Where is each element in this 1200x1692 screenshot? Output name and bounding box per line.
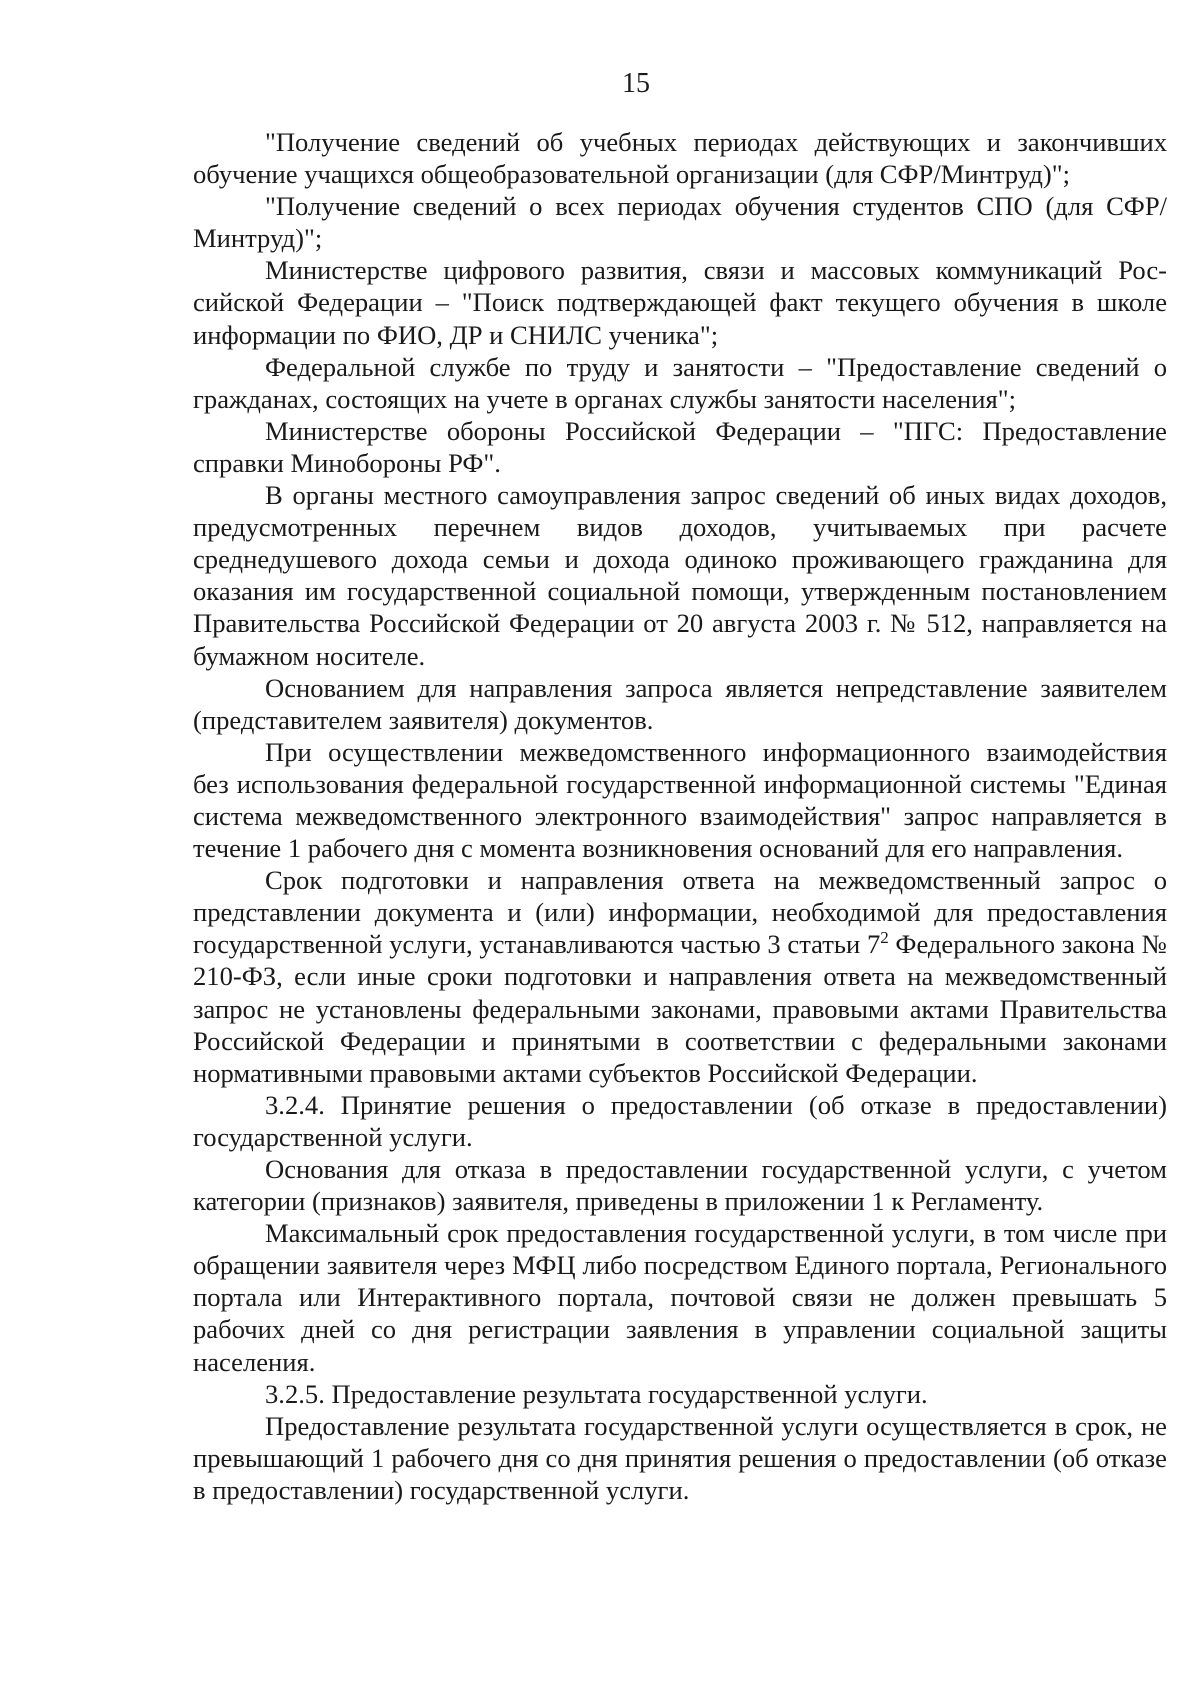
page-number: 15 [622, 68, 650, 99]
paragraph-response-deadline [193, 864, 1167, 1089]
paragraph-local-government-request: В органы местного самоуправления запрос сведений об иных видах доходов, предусмотренных перечнем видов доходов, учитываемых при расчете среднедушевого дохода семьи и дохода одиноко проживающего гражданина для оказания им государственной социальной помощи, утвержденным постановлением Правительства Российской Федерации от 20 августа 2003 г. № 512, направляется на бумажном носителе. [193, 480, 1167, 671]
paragraph-interagency-interaction: При осуществлении межведомственного информационного взаимодействия без использования федеральной государственной информационной системы "Единая система межведомственного электронного взаимодействия" запрос направляется в течение 1 рабочего дня с момента возникновения оснований для его направления. [193, 736, 1167, 864]
paragraph-request-basis: Основанием для направления запроса является непредставление заявителем (представителем заявителя) документов. [193, 672, 1167, 735]
section-heading-3-2-5: 3.2.5. Предоставление результата государственной услуги. [265, 1378, 928, 1409]
paragraph-mincifry: Министерстве цифрового развития, связи и массовых коммуникаций Российской Федерации – "Поиск подтверждающей факт текущего обучения в школе информации по ФИО, ДР и СНИЛС ученика"; [193, 255, 1167, 350]
paragraph-sfr-spo-periods: "Получение сведений о всех периодах обучения студентов СПО (для СФР/Минтруд)"; [193, 191, 1167, 254]
paragraph-sfr-school-periods: "Получение сведений об учебных периодах действующих и закончивших обучение учащихся общеобразовательной организации (для СФР/Минтруд)"; [193, 127, 1167, 190]
document-body [193, 126, 1167, 1506]
response-deadline-text-start: Срок подготовки и направления ответа на межведомственный запрос о представлении документа и (или) информации, необходимой для предоставления государственной услуги, устанавливаются частью 3 статьи 7 [193, 865, 1167, 960]
paragraph-refusal-grounds: Основания для отказа в предоставлении государственной услуги, с учетом категории (признаков) заявителя, приведены в приложении 1 к Регламенту. [193, 1154, 1167, 1217]
section-heading-3-2-4: 3.2.4. Принятие решения о предоставлении (об отказе в предоставлении) государственной услуги. [193, 1089, 1167, 1152]
paragraph-result-term: Предоставление результата государственной услуги осуществляется в срок, не превышающий 1 рабочего дня со дня принятия решения о предоставлении (об отказе в предоставлении) государственной услуги. [193, 1410, 1167, 1505]
article-superscript: 2 [880, 928, 889, 948]
paragraph-maximum-term: Максимальный срок предоставления государственной услуги, в том числе при обращении заявителя через МФЦ либо посредством Единого портала, Регионального портала или Интерактивного портала, почтовой связи не должен превышать 5 рабочих дней со дня регистрации заявления в управлении социальной защиты населения. [193, 1218, 1167, 1377]
paragraph-rostrud: Федеральной службе по труду и занятости – "Предоставление сведений о гражданах, состоящих на учете в органах службы занятости населения"; [193, 351, 1167, 414]
paragraph-minoborony: Министерстве обороны Российской Федерации – "ПГС: Предоставление справки Минобороны РФ". [193, 415, 1167, 478]
response-deadline-text-end: Федерального закона № 210-ФЗ, если иные сроки подготовки и направления ответа на межведомственный запрос не установлены федеральными законами, правовыми актами Правительства Российской Федерации и принятыми в соответствии с федеральными законами нормативными правовыми актами субъектов Российской Федерации. [193, 929, 1167, 1088]
